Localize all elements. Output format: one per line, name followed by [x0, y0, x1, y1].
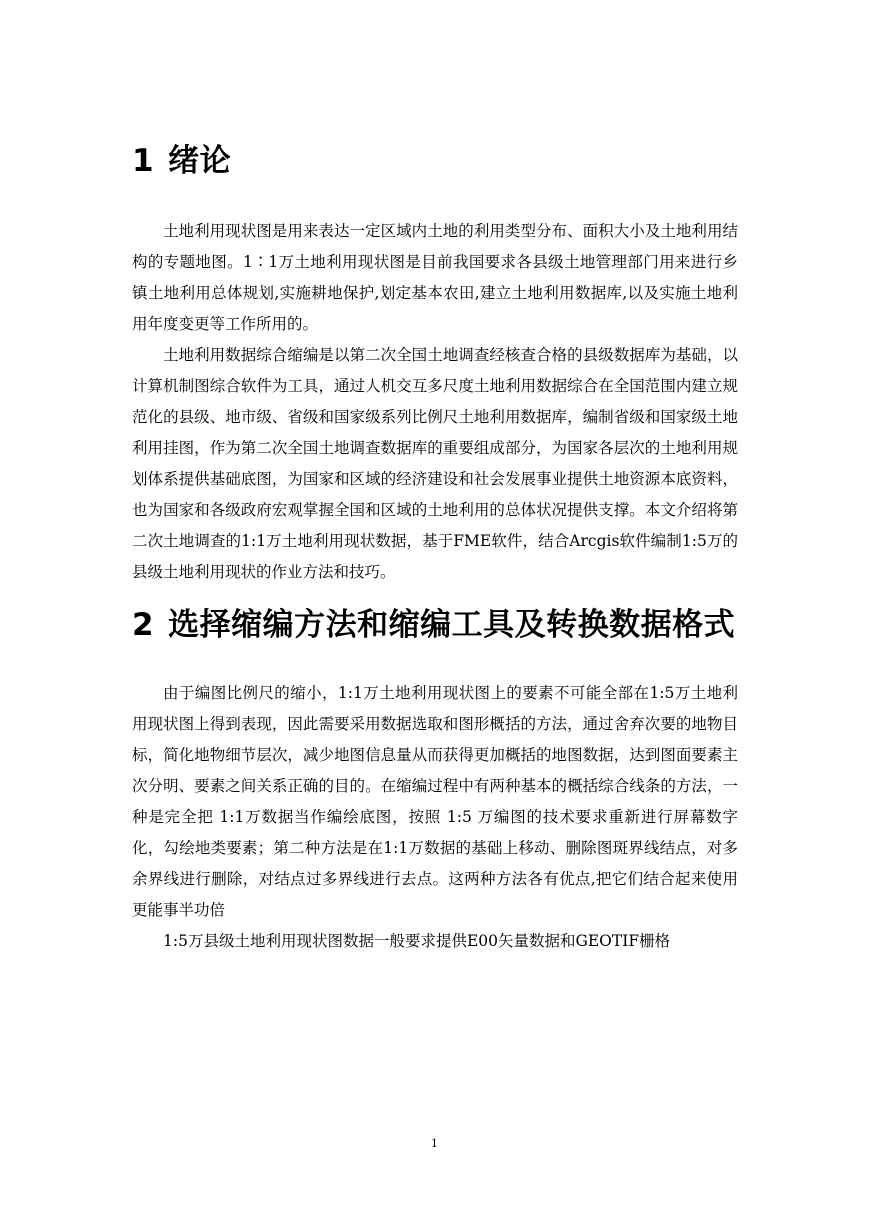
- section-1: [132, 136, 738, 588]
- section-1-number: 1: [132, 143, 155, 179]
- section-1-paragraph-1: 土地利用现状图是用来表达一定区域内土地的利用类型分布、面积大小及土地利用结构的专题地图。1∶1万土地利用现状图是目前我国要求各县级土地管理部门用来进行乡镇土地利用总体规划,实施耕地保护,划定基本农田,建立土地利用数据库,以及实施土地利用年度变更等工作所用的。: [132, 222, 738, 333]
- section-2-number: 2: [132, 607, 155, 643]
- section-2-paragraph-1: 由于编图比例尺的缩小，1:1万土地利用现状图上的要素不可能全部在1:5万土地利用现状图上得到表现，因此需要采用数据选取和图形概括的方法，通过舍弃次要的地物目标，简化地物细节层次，减少地图信息量从而获得更加概括的地图数据，达到图面要素主次分明、要素之间关系正确的目的。在缩编过程中有两种基本的概括综合线条的方法，一种是完全把 1:1万数据当作编绘底图，按照 1:5 万编图的技术要求重新进行屏幕数字化，勾绘地类要素；第二种方法是在1:1万数据的基础上移动、删除图斑界线结点，对多余界线进行删除，对结点过多界线进行去点。这两种方法各有优点,把它们结合起来使用更能事半功倍: [132, 684, 738, 919]
- section-2-heading: [132, 600, 738, 650]
- page-number: 1: [431, 1137, 438, 1150]
- section-1-heading: [132, 136, 738, 186]
- page-content: [132, 136, 738, 957]
- section-2-title: 选择缩编方法和缩编工具及转换数据格式: [168, 607, 736, 643]
- section-1-title: 绪论: [168, 143, 232, 179]
- section-2-paragraph-2: 1:5万县级土地利用现状图数据一般要求提供E00矢量数据和GEOTIF栅格: [163, 932, 671, 950]
- section-1-paragraph-2: 土地利用数据综合缩编是以第二次全国土地调查经核查合格的县级数据库为基础，以计算机制图综合软件为工具，通过人机交互多尺度土地利用数据综合在全国范围内建立规范化的县级、地市级、省级和国家级系列比例尺土地利用数据库，编制省级和国家级土地利用挂图，作为第二次全国土地调查数据库的重要组成部分，为国家各层次的土地利用规划体系提供基础底图，为国家和区域的经济建设和社会发展事业提供土地资源本底资料，也为国家和各级政府宏观掌握全国和区域的土地利用的总体状况提供支撑。本文介绍将第二次土地调查的1:1万土地利用现状数据，基于FME软件，结合Arcgis软件编制1:5万的县级土地利用现状的作业方法和技巧。: [132, 346, 738, 581]
- section-2: [132, 600, 738, 957]
